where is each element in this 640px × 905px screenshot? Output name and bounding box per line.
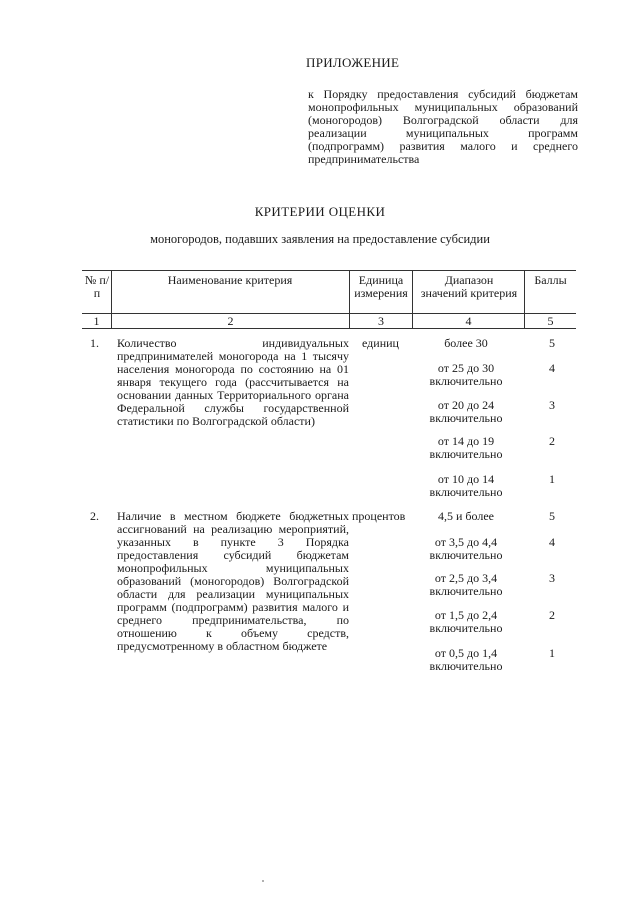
score-value: 4	[549, 535, 555, 549]
score-value: 2	[549, 608, 555, 622]
header-range: Диапазон значений критерия	[420, 273, 518, 300]
score-value: 1	[549, 646, 555, 660]
range-value: более 30	[444, 336, 488, 350]
score-value: 5	[549, 509, 555, 523]
unit-of-measure: единиц	[362, 336, 399, 350]
criterion-text: Наличие в местном бюджете бюджетных ассигнований на реализацию мероприятий, указанных в пункте 3 Порядка предоставления субсидий бюджетам монопрофильных муниципальных образований (моногородов) Волгоградской области для реализации муниципальных программ (подпрограмм) развития малого и среднего предпринимательства, по отношению к объему средств, предусмотренному в областном бюджете	[117, 509, 349, 653]
column-index: 4	[465, 314, 472, 328]
criterion-text: Количество индивидуальных предпринимателей моногорода на 1 тысячу населения моногорода по состоянию на 01 января текущего года (рассчитывается на основании данных Территориального органа Федеральной службы государственной статистики по Волгоградской области)	[117, 336, 349, 428]
document-title: КРИТЕРИИ ОЦЕНКИ	[254, 204, 386, 219]
range-value: 4,5 и более	[437, 509, 494, 523]
column-index: 5	[547, 314, 554, 328]
unit-of-measure: процентов	[352, 509, 406, 523]
score-value: 1	[549, 472, 555, 486]
row-number: 1.	[90, 336, 99, 350]
appendix-reference: к Порядку предоставления субсидий бюджетам монопрофильных муниципальных образований (моногородов) Волгоградской области для реализации муниципальных программ (подпрограмм) развития малого и среднего предпринимательства	[308, 87, 578, 166]
range-value: от 20 до 24 включительно	[429, 398, 503, 425]
score-value: 5	[549, 336, 555, 350]
range-value: от 0,5 до 1,4 включительно	[429, 646, 503, 673]
column-index: 2	[227, 314, 234, 328]
score-value: 3	[549, 398, 555, 412]
range-value: от 10 до 14 включительно	[429, 472, 503, 499]
scan-speck	[262, 880, 264, 882]
column-index: 1	[93, 314, 100, 328]
table-header-divider	[82, 313, 576, 314]
header-number: № п/п	[84, 273, 110, 300]
range-value: от 1,5 до 2,4 включительно	[429, 608, 503, 635]
row-number: 2.	[90, 509, 99, 523]
column-index: 3	[378, 314, 384, 328]
appendix-title: ПРИЛОЖЕНИЕ	[306, 55, 400, 70]
score-value: 4	[549, 361, 555, 375]
range-value: от 2,5 до 3,4 включительно	[429, 571, 503, 598]
document-subtitle: моногородов, подавших заявления на предоставление субсидии	[150, 232, 490, 246]
range-value: от 14 до 19 включительно	[429, 434, 503, 461]
header-criterion: Наименование критерия	[167, 273, 293, 287]
score-value: 2	[549, 434, 555, 448]
table-top-border	[82, 270, 576, 271]
range-value: от 25 до 30 включительно	[429, 361, 503, 388]
table-index-divider	[82, 328, 576, 329]
header-score: Баллы	[534, 273, 567, 287]
range-value: от 3,5 до 4,4 включительно	[429, 535, 503, 562]
score-value: 3	[549, 571, 555, 585]
header-unit: Единица измерения	[354, 273, 408, 300]
